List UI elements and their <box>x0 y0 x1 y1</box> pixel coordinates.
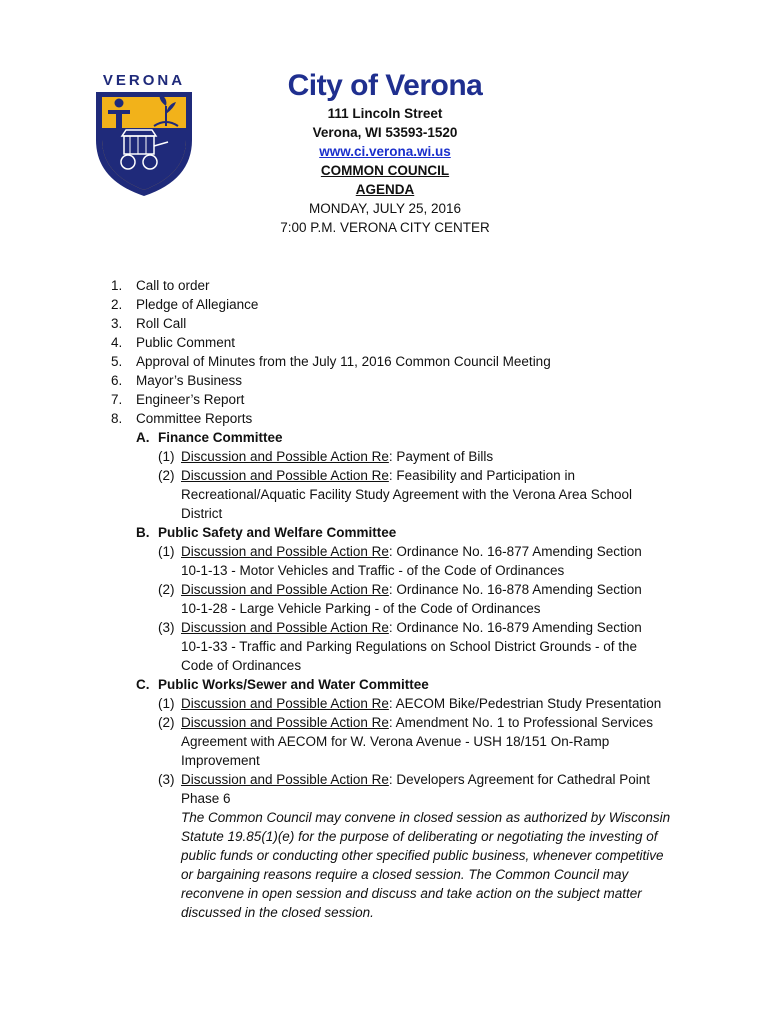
agenda-item: 2. Pledge of Allegiance <box>111 297 259 312</box>
agenda-item: 6. Mayor’s Business <box>111 373 243 388</box>
committee-heading-public-works: C. Public Works/Sewer and Water Committee <box>136 677 429 692</box>
closed-session-note: The Common Council may convene in closed session as authorized by Wisconsin <box>181 810 671 825</box>
committee-heading-public-safety: B. Public Safety and Welfare Committee <box>136 525 397 540</box>
document-type: AGENDA <box>355 182 415 197</box>
logo-wordmark: VERONA <box>102 72 186 89</box>
committee-subitem: (3) Discussion and Possible Action Re: Ordinance No. 16-879 Amending Section <box>158 620 642 635</box>
closed-session-note: or bargaining reasons require a closed session. The Common Council may <box>181 867 629 882</box>
committee-subitem: (1) Discussion and Possible Action Re: Payment of Bills <box>158 449 494 464</box>
action-prefix: Discussion and Possible Action Re <box>181 544 389 559</box>
meeting-time-place: 7:00 P.M. VERONA CITY CENTER <box>280 220 490 235</box>
action-prefix: Discussion and Possible Action Re <box>181 696 389 711</box>
agenda-item: 8. Committee Reports <box>111 411 253 426</box>
agenda-item: 3. Roll Call <box>111 316 187 331</box>
agenda-item: 5. Approval of Minutes from the July 11, 2016 Common Council Meeting <box>111 354 551 369</box>
committee-subitem: (1) Discussion and Possible Action Re: Ordinance No. 16-877 Amending Section <box>158 544 642 559</box>
agenda-item: 1. Call to order <box>111 278 210 293</box>
action-prefix: Discussion and Possible Action Re <box>181 772 389 787</box>
action-prefix: Discussion and Possible Action Re <box>181 468 389 483</box>
agenda-item: 7. Engineer’s Report <box>111 392 245 407</box>
city-state-zip: Verona, WI 53593-1520 <box>312 125 458 140</box>
street-address: 111 Lincoln Street <box>327 106 443 121</box>
agenda-list: 1. Call to order 2. Pledge of Allegiance 3. Roll Call 4. Public Comment 5. Approval of Minutes from the July 11, 2016 Common Council Meeting 6. Mayor’s Business 7. Engineer’s Report 8. Committee Reports A. Finance Committee (1) Discussion and Possible Action Re: Payment of Bills (2) Discussion and Possible Action Re: Feasibility and Participation in Recreational/Aquatic Facility Study Agreement with the Verona Area School District B. Public Safety and Welfare Committee (1) Discussion and Possible Action Re: Ordinance No. 16-877 Amending Section 10-1-13 - Motor Vehicles and Traffic - of the Code of Ordinances (2) Discussion and Possible Action Re: Ordinance No. 16-878 Amending Section 10-1-28 - Large Vehicle Parking - of the Code of Ordinances (3) Discussion and Possible Action Re: Ordinance No. 16-879 Amending Section 10-1-33 - Traffic and Parking Regulations on School District Grounds - of the Code of Ordinances C. Public Works/Sewer and Water Committee (1) Discussion and Possible Action Re: AECOM Bike/Pedestrian Study Presentation (2) Discussion and Possible Action Re: Amendment No. 1 to Professional Services Agreement with AECOM for W. Verona Avenue - USH 18/151 On-Ramp Improvement (3) Discussion and Possible Action Re: Developers Agreement for Cathedral Point Phase 6 The Common Council may convene in closed session as authorized by Wisconsin Statute 19.85(1)(e) for the purpose of deliberating or negotiating the investing of public funds or conducting other specified public business, whenever competitive or bargaining reasons require a closed session. The Common Council may reconvene in open session and discuss and take action on the subject matter discussed in the closed session. <box>0 276 770 922</box>
website-link[interactable]: www.ci.verona.wi.us <box>319 144 451 159</box>
committee-subitem: (2) Discussion and Possible Action Re: Amendment No. 1 to Professional Services <box>158 715 653 730</box>
action-prefix: Discussion and Possible Action Re <box>181 715 389 730</box>
action-prefix: Discussion and Possible Action Re <box>181 582 389 597</box>
agenda-item: 4. Public Comment <box>111 335 236 350</box>
committee-subitem: (2) Discussion and Possible Action Re: Feasibility and Participation in <box>158 468 575 483</box>
committee-subitem: (2) Discussion and Possible Action Re: Ordinance No. 16-878 Amending Section <box>158 582 642 597</box>
closed-session-note: reconvene in open session and discuss and take action on the subject matter <box>181 886 642 901</box>
committee-heading-finance: A. Finance Committee <box>136 430 283 445</box>
action-prefix: Discussion and Possible Action Re <box>181 620 389 635</box>
city-title: City of Verona <box>287 69 483 102</box>
council-name: COMMON COUNCIL <box>320 163 450 178</box>
closed-session-note: discussed in the closed session. <box>181 905 374 920</box>
committee-subitem: (3) Discussion and Possible Action Re: Developers Agreement for Cathedral Point <box>158 772 650 787</box>
closed-session-note: Statute 19.85(1)(e) for the purpose of deliberating or negotiating the investing of <box>181 829 658 844</box>
action-prefix: Discussion and Possible Action Re <box>181 449 389 464</box>
meeting-date: MONDAY, JULY 25, 2016 <box>308 201 462 216</box>
closed-session-note: public funds or conducting other specified public business, whenever competitive <box>181 848 664 863</box>
committee-subitem: (1) Discussion and Possible Action Re: AECOM Bike/Pedestrian Study Presentation <box>158 696 662 711</box>
city-of-verona-logo <box>88 70 200 198</box>
agenda-header <box>230 68 540 237</box>
